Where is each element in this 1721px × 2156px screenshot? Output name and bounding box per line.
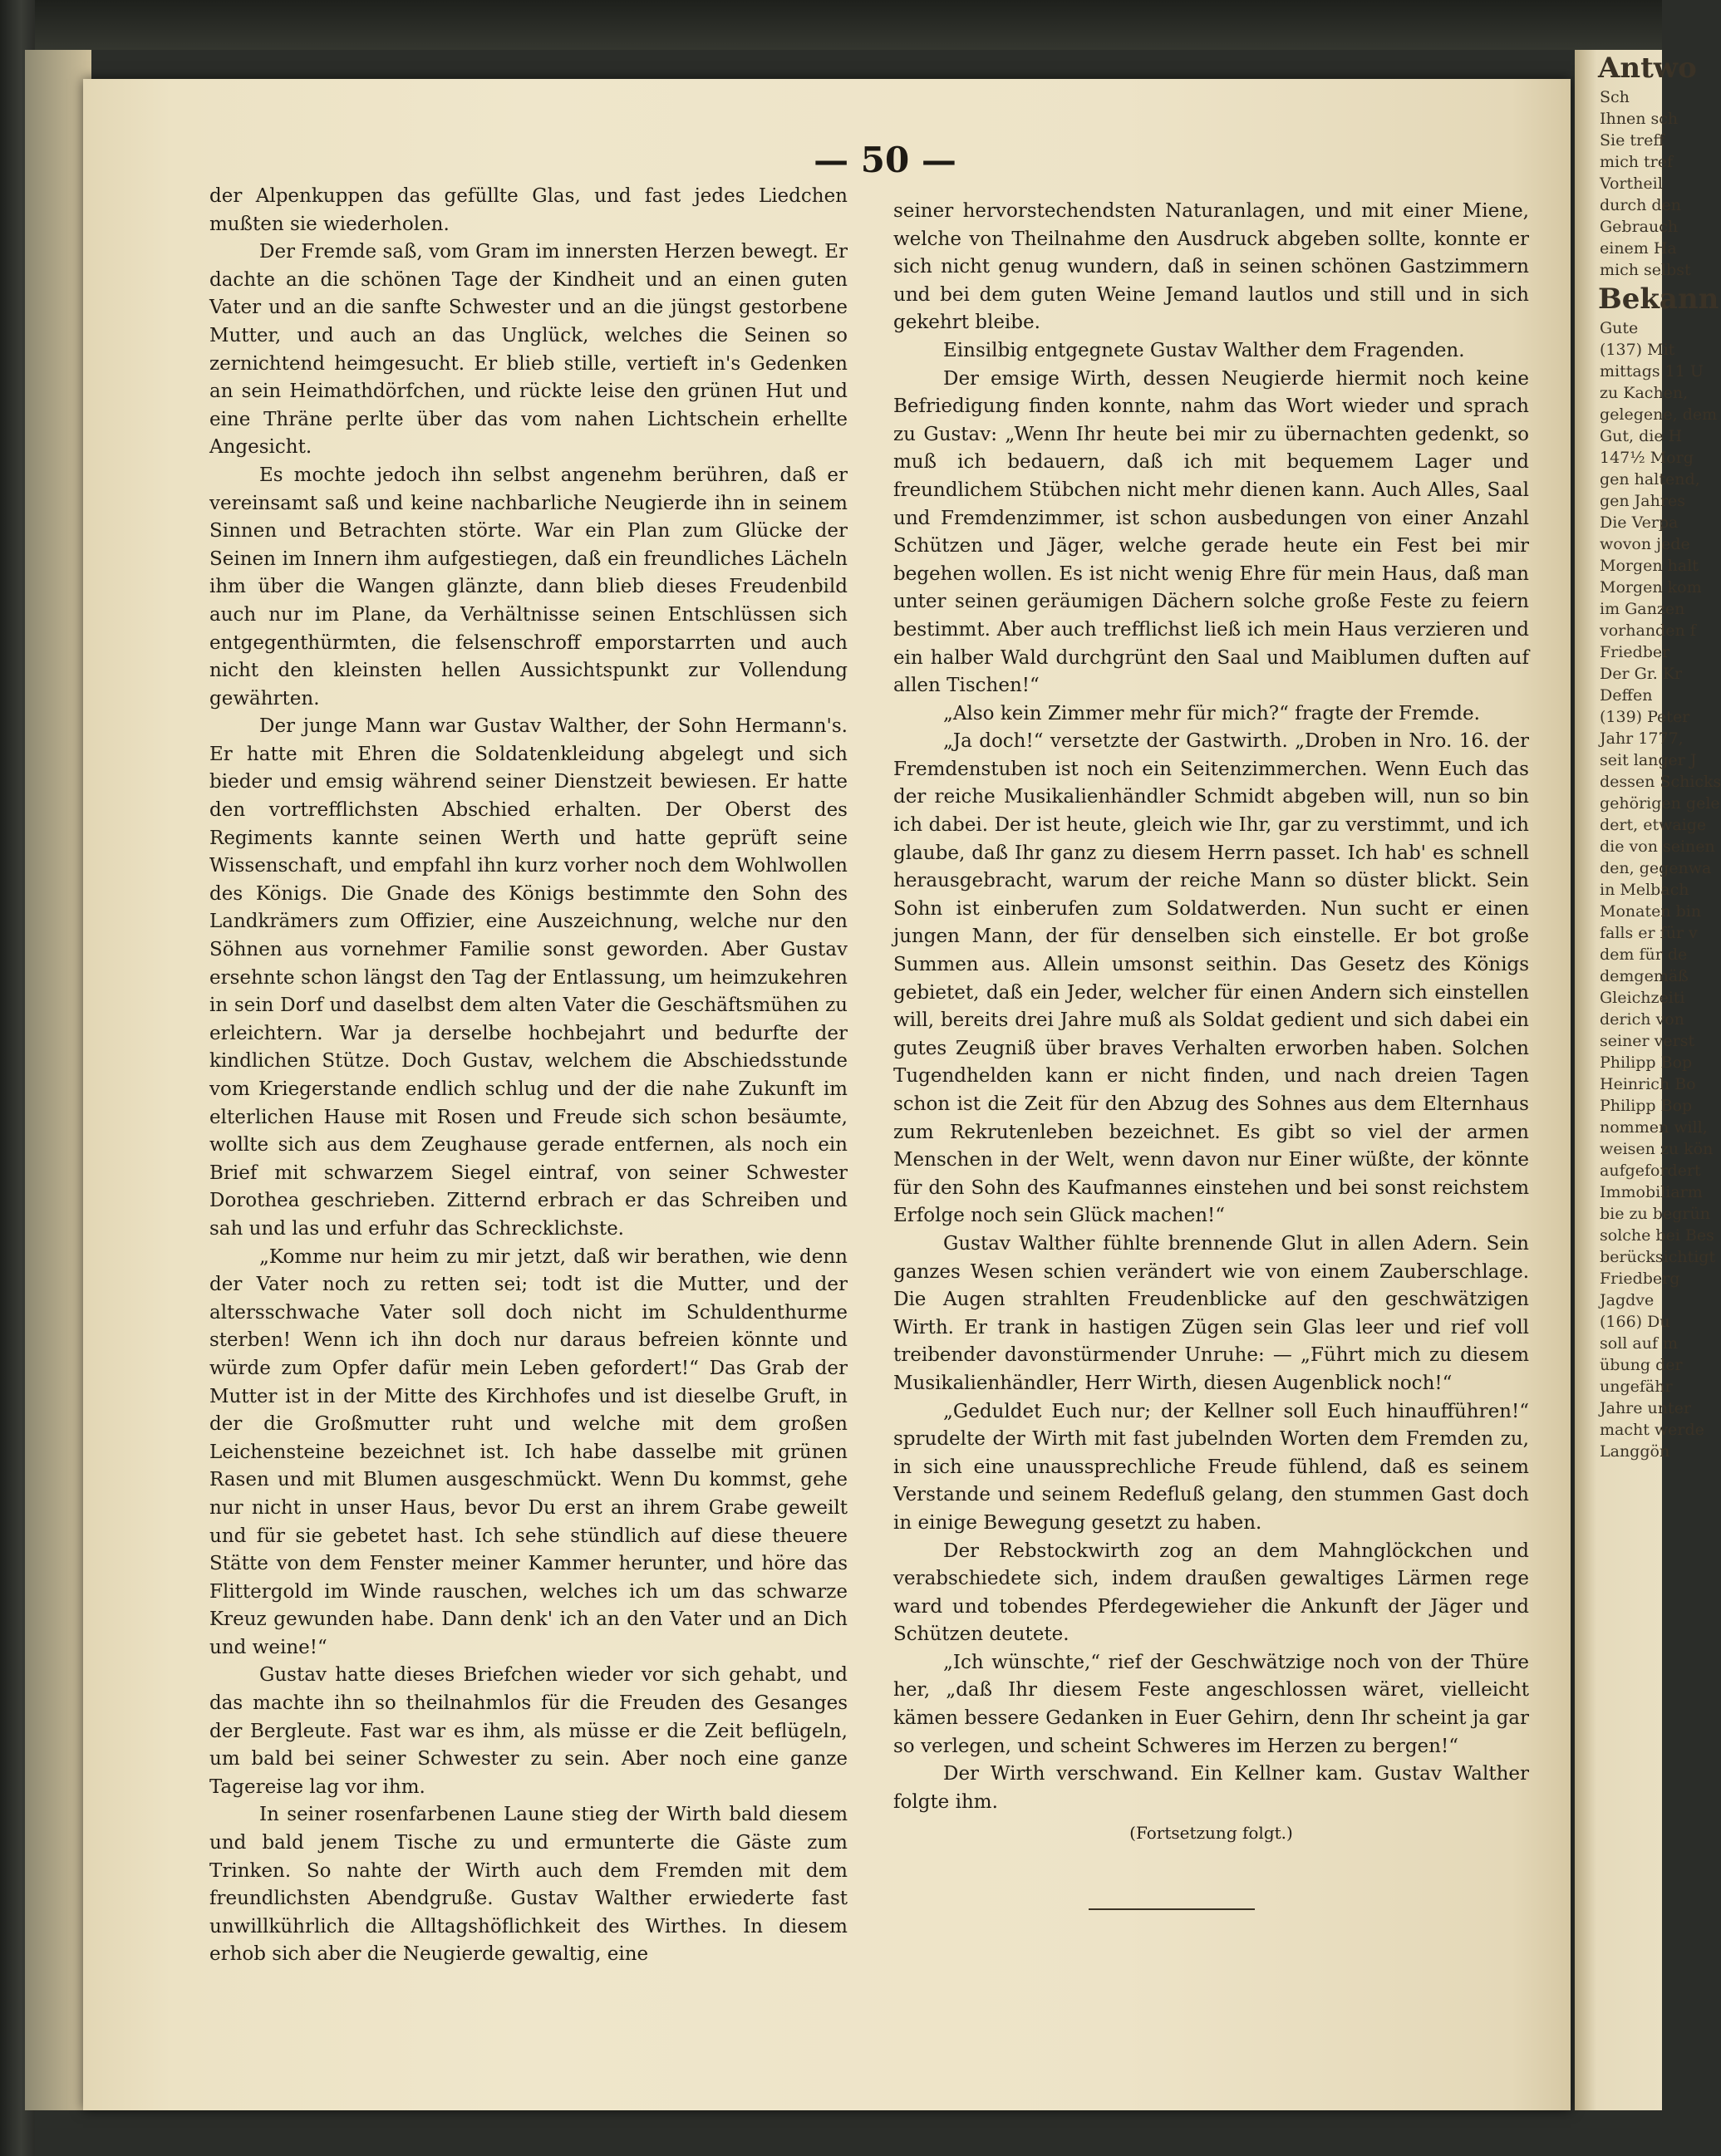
next-page-fragment: derich von (1600, 1010, 1684, 1029)
next-page-fragment: Antwo (1598, 52, 1697, 85)
end-rule (1089, 1908, 1255, 1910)
next-page-fragment: dert, etwaige (1600, 816, 1707, 834)
next-page-fragment: macht werde (1600, 1421, 1704, 1439)
next-page-fragment: vorhanden f (1600, 621, 1696, 640)
paragraph: seiner hervorstechendsten Naturanlagen, und mit einer Miene, welche von Theilnahme den Ausdruck abgeben sollte, konnte er sich nicht genug wundern, daß in seinen schönen Gastzimmern und bei dem guten Weine Jemand lautlos und still und in sich gekehrt bleibe. (893, 200, 1529, 334)
binding-top (0, 0, 1662, 50)
next-page-fragment: Morgen halt (1600, 557, 1699, 575)
paragraph: der Alpenkuppen das gefüllte Glas, und fast jedes Liedchen mußten sie wiederholen. (209, 185, 848, 235)
next-page-fragment: seiner verst (1600, 1032, 1695, 1050)
paragraph: „Ich wünschte,“ rief der Geschwätzige noch von der Thüre her, „daß Ihr diesem Feste angeschlossen wäret, vielleicht kämen bessere Gedanken in Euer Gehirn, denn Ihr scheint ja gar so verlegen, und scheint Schweres im Herzen zu bergen!“ (893, 1651, 1529, 1757)
next-page-fragment: gehörigen gele (1600, 794, 1720, 813)
next-page-fragment: mich selbst (1600, 261, 1691, 279)
next-page-fragment: Sch (1600, 88, 1630, 106)
next-page-fragment: (139) Peter (1600, 708, 1690, 726)
next-page-fragment: gelegene, dem (1600, 405, 1718, 424)
next-page-fragment: aufgefordert (1600, 1161, 1701, 1180)
next-page-fragment: Ihnen sch (1600, 110, 1679, 128)
next-page-fragment: dessen Schicks (1600, 773, 1721, 791)
next-page-fragment: einem Ha (1600, 239, 1677, 258)
next-page-fragment: Friedber (1600, 643, 1670, 661)
paragraph: Es mochte jedoch ihn selbst angenehm berühren, daß er vereinsamt saß und keine nachbarliche Neugierde ihn in seinem Sinnen und Betrachten störte. War ein Plan zum Glücke der Seinen im Innern ihm aufgestiegen, daß ein freundliches Lächeln ihm über die Wangen glänzte, dann blieb dieses Freudenbild auch nur im Plane, da Verhältnisse seinen Entschlüssen sich entgegenthürmten, die felsenschroff emporstarrten und auch nicht den kleinsten hellen Aussichtspunkt zur Vollendung gewährten. (209, 464, 848, 710)
next-page-fragment: durch den (1600, 196, 1682, 214)
next-page-fragment: weisen zu kön (1600, 1140, 1714, 1158)
next-page-fragment: Langgön (1600, 1442, 1670, 1461)
left-column (209, 183, 848, 1969)
next-page-fragment: gen Jahres (1600, 492, 1685, 510)
next-page-fragment: berücksichtigt (1600, 1248, 1716, 1266)
paragraph: Der emsige Wirth, dessen Neugierde hiermit noch keine Befriedigung finden konnte, nahm das Wort wieder und sprach zu Gustav: „Wenn Ihr heute bei mir zu übernachten gedenkt, so muß ich bedauern, daß ich mit bequemem Lager und freundlichem Stübchen nicht mehr dienen kann. Auch Alles, Saal und Fremdenzimmer, ist schon ausbedungen von einer Anzahl Schützen und Jäger, welche gerade heute ein Fest bei mir begehen wollen. Es ist nicht wenig Ehre für mein Haus, daß man unter seinen geräumigen Dächern solche große Feste zu feiern bestimmt. Aber auch trefflichst ließ ich mein Haus verzieren und ein halber Wald durchgrünt den Saal und Maiblumen duften auf allen Tischen!“ (893, 367, 1529, 697)
next-page-fragment: mich tref (1600, 153, 1674, 171)
paragraph: „Ja doch!“ versetzte der Gastwirth. „Droben in Nro. 16. der Fremdenstuben ist noch ein Seitenzimmerchen. Wenn Euch das der reiche Musikalienhändler Schmidt abgeben will, nun so bin ich dabei. Der ist heute, gleich wie Ihr, gar zu verstimmt, und ich glaube, daß Ihr ganz zu diesem Herrn passet. Ich hab' es schnell herausgebracht, warum der reiche Mann so düster blickt. Sein Sohn ist einberufen zum Soldatwerden. Nun sucht er einen jungen Mann, der für denselben sich einstelle. Er bot große Summen aus. Allein umsonst seithin. Das Gesetz des Königs gebietet, daß ein Jeder, welcher für einen Andern sich einstellen will, bereits drei Jahre muß als Soldat gedient und sich dabei ein gutes Zeugniß über braves Verhalten erworben haben. Solchen Tugendhelden kann er nicht finden, und nach dreien Tagen schon ist die Zeit für den Abzug des Sohnes aus dem Elternhaus zum Rekrutenleben bezeichnet. Es gibt so viel der armen Menschen in der Welt, wenn davon nur Einer wüßte, der könnte für den Sohn des Kaufmannes einstehen und bei sonst reichstem Erfolge noch sein Glück machen!“ (893, 730, 1529, 1227)
next-page-fragment: gen haltend, (1600, 470, 1700, 489)
paragraph: „Komme nur heim zu mir jetzt, daß wir berathen, wie denn der Vater noch zu retten sei; todt ist die Mutter, und der altersschwache Vater soll doch nicht im Schuldenthurme sterben! Wenn ich ihn doch nur daraus befreien könnte und würde zum Opfer dafür mein Leben gefordert!“ Das Grab der Mutter ist in der Mitte des Kirchhofes und ist dieselbe Gruft, in der die Großmutter ruht und welche mit dem großen Leichensteine bezeichnet ist. Ich habe dasselbe mit grünen Rasen und mit Blumen ausgeschmückt. Wenn Du kommst, gehe nur nicht in unser Haus, bevor Du erst an ihrem Grabe geweilt und für sie gebetet hast. Ich sehe stündlich auf diese theuere Stätte von dem Fenster meiner Kammer herunter, und höre das Flittergold im Winde rauschen, welches ich um das schwarze Kreuz gewunden habe. Dann denk' ich an den Vater und an Dich und weine!“ (209, 1245, 848, 1658)
next-page-fragment: Morgen kom (1600, 578, 1702, 597)
next-page-fragment: soll auf m (1600, 1334, 1679, 1353)
next-page-fragment: Sie treff (1600, 131, 1664, 150)
next-page-fragment: Philipp Bop (1600, 1097, 1693, 1115)
next-page-fragment: seit langer J (1600, 751, 1697, 769)
right-column (893, 198, 1529, 1848)
paragraph: Der junge Mann war Gustav Walther, der Sohn Hermann's. Er hatte mit Ehren die Soldatenkleidung abgelegt und sich bieder und emsig während seiner Dienstzeit bewiesen. Er hatte den vortrefflichsten Abschied erhalten. Der Oberst des Regiments kannte seinen Werth und hatte geprüft seine Wissenschaft, und empfahl ihn kurz vorher noch dem Wohlwollen des Königs. Die Gnade des Königs bestimmte den Sohn des Landkrämers zum Offizier, eine Auszeichnung, welche nur den Söhnen aus vornehmer Familie sonst geworden. Aber Gustav ersehnte schon längst den Tag der Entlassung, um heimzukehren in sein Dorf und daselbst dem alten Vater die Geschäftsmühen zu erleichtern. War ja derselbe hochbejahrt und bedurfte der kindlichen Stütze. Doch Gustav, welchem die Abschiedsstunde vom Kriegerstande endlich schlug und der die nahe Zukunft im elterlichen Hause mit Rosen und Freude sich schon besäumte, wollte sich aus dem Zeughause gerade entfernen, als noch ein Brief mit schwarzem Siegel eintraf, von seiner Schwester Dorothea geschrieben. Zitternd erbrach er das Schreiben und sah und las und erfuhr das Schrecklichste. (209, 715, 848, 1240)
paragraph: Der Fremde saß, vom Gram im innersten Herzen bewegt. Er dachte an die schönen Tage der Kindheit und an einen guten Vater und an die sanfte Schwester und an die jüngst gestorbene Mutter, und auch an das Unglück, welches die Seinen so zernichtend heimgesucht. Er blieb stille, vertieft in's Gedenken an sein Heimathdörfchen, und rückte leise den grünen Hut und eine Thräne perlte über das vom nahen Lichtschein erhellte Angesicht. (209, 241, 848, 459)
paragraph: Gustav hatte dieses Briefchen wieder vor sich gehabt, und das machte ihn so theilnahmlos für die Freuden des Gesanges der Bergleute. Fast war es ihm, als müsse er die Zeit beflügeln, um bald bei seiner Schwester zu sein. Aber noch eine ganze Tagereise lag vor ihm. (209, 1664, 848, 1798)
next-page-fragment: ungefähr (1600, 1378, 1673, 1396)
next-page-fragment: Gut, die H (1600, 427, 1683, 445)
next-page-fragment: 147½ Morg (1600, 449, 1694, 467)
next-page-fragment: solche bei Bes (1600, 1226, 1714, 1245)
paragraph: Gustav Walther fühlte brennende Glut in allen Adern. Sein ganzes Wesen schien verändert wie von einem Zauberschlage. Die Augen strahlten Freudenblicke auf den geschwätzigen Wirth. Er trank in hastigen Zügen sein Glas leer und rief voll treibender davonstürmender Unruhe: — „Führt mich zu diesem Musikalienhändler, Herr Wirth, diesen Augenblick noch!“ (893, 1232, 1529, 1394)
next-page-fragment: Friedberg (1600, 1270, 1680, 1288)
next-page-fragment: in Melbach (1600, 881, 1689, 899)
page-number: — 50 — (814, 140, 956, 180)
next-page-fragment: Die Verpa (1600, 513, 1679, 532)
next-page-fragment: dem für de (1600, 945, 1688, 964)
next-page-fragment: Bekann (1598, 282, 1719, 316)
next-page-fragment: Philipp Bop (1600, 1053, 1693, 1072)
paragraph: In seiner rosenfarbenen Laune stieg der Wirth bald diesem und bald jenem Tische zu und ermunterte die Gäste zum Trinken. So nahte der Wirth auch dem Fremden mit dem freundlichsten Abendgruße. Gustav Walther erwiederte fast unwillkührlich die Alltagshöflichkeit des Wirthes. In diesem erhob sich aber die Neugierde gewaltig, eine (209, 1804, 848, 1966)
next-page-fragment: Gebrauch (1600, 218, 1679, 236)
next-page-fragment: den, gegenwa (1600, 859, 1712, 877)
paragraph: Der Rebstockwirth zog an dem Mahnglöckchen und verabschiedete sich, indem draußen gewaltiges Lärmen rege ward und tobendes Pferdegewieher die Ankunft der Jäger und Schützen deutete. (893, 1540, 1529, 1646)
next-page-fragment: die von seinen (1600, 837, 1715, 856)
page-stack-edge (25, 50, 91, 2110)
next-page-fragment: Gleichzeiti (1600, 989, 1685, 1007)
paragraph: Der Wirth verschwand. Ein Kellner kam. Gustav Walther folgte ihm. (893, 1763, 1529, 1813)
next-page-fragment: Jahr 1777, (1600, 729, 1684, 748)
next-page-fragment: Jagdve (1600, 1291, 1655, 1309)
paragraph: „Geduldet Euch nur; der Kellner soll Euch hinaufführen!“ sprudelte der Wirth mit fast jubelnden Worten dem Fremden zu, in sich eine unaussprechliche Freude fühlend, daß es seinem Verstande und seinem Redefluß gelang, den stummen Gast doch in einige Bewegung gesetzt zu haben. (893, 1400, 1529, 1534)
next-page-fragment: Vortheil (1600, 174, 1663, 193)
paragraph: „Also kein Zimmer mehr für mich?“ fragte der Fremde. (943, 702, 1480, 724)
next-page-fragment: mittags 11 U (1600, 362, 1704, 381)
next-page-fragment: übung der (1600, 1356, 1683, 1374)
next-page-fragment: demgemäß (1600, 967, 1689, 985)
next-page-edge (1575, 50, 1721, 2110)
next-page-fragment: Der Gr. Kr (1600, 665, 1683, 683)
next-page-fragment: Immobiliarm (1600, 1183, 1703, 1201)
next-page-fragment: Gute (1600, 319, 1639, 337)
next-page-fragment: (137) Mit (1600, 341, 1675, 359)
paragraph: Einsilbig entgegnete Gustav Walther dem Fragenden. (943, 339, 1465, 361)
next-page-fragment: Monaten bin (1600, 902, 1702, 921)
next-page-fragment: (166) Du (1600, 1313, 1670, 1331)
continuation-note: (Fortsetzung folgt.) (1129, 1823, 1293, 1844)
next-page-fragment: zu Kachen, (1600, 384, 1689, 402)
next-page-fragment: wovon jede (1600, 535, 1690, 553)
next-page-fragment: Jahre unter (1600, 1399, 1691, 1417)
next-page-fragment: Deffen (1600, 686, 1653, 705)
next-page-fragment: bie zu begrün (1600, 1205, 1710, 1223)
next-page-fragment: im Ganzen (1600, 600, 1685, 618)
next-page-fragment: Heinrich Bo (1600, 1075, 1696, 1093)
next-page-fragment: falls er für v (1600, 924, 1698, 942)
next-page-fragment: nommen will, (1600, 1118, 1708, 1137)
